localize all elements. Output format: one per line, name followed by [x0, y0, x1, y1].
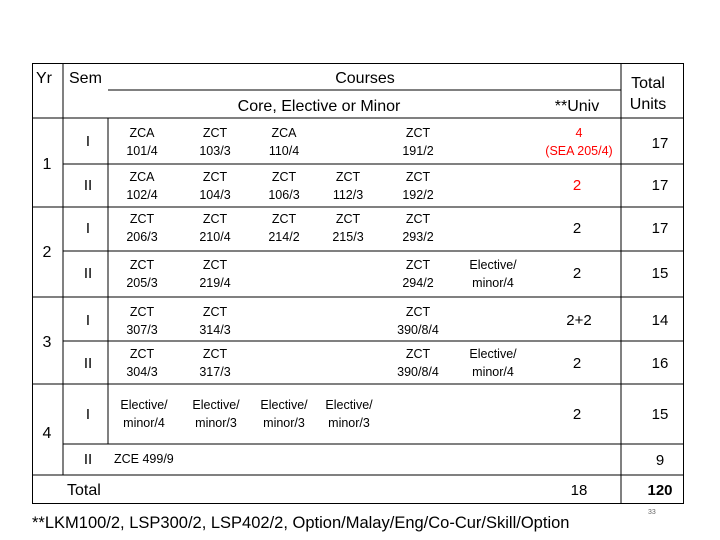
total-units: 15: [651, 406, 669, 423]
total-label: Total: [67, 482, 101, 499]
total-units: 17: [651, 220, 669, 237]
course-code: ZCT: [129, 305, 155, 319]
course-code: ZCT: [129, 258, 155, 272]
total-units: 15: [651, 265, 669, 282]
course-number: 112/3: [332, 188, 364, 202]
univ-units: 2: [572, 177, 582, 194]
semester-label: I: [85, 220, 91, 237]
elective-units: minor/4: [123, 416, 165, 430]
header-courses: Courses: [335, 70, 395, 87]
header-total: Total: [631, 75, 665, 92]
course-code: ZCT: [271, 170, 297, 184]
course-code: ZCT: [129, 347, 155, 361]
course-code: ZCT: [405, 170, 431, 184]
course-number: 103/3: [199, 144, 231, 158]
course-number: 214/2: [268, 230, 300, 244]
course-code: ZCA: [271, 126, 297, 140]
course-number: 390/8/4: [397, 323, 439, 337]
header-units: Units: [629, 96, 667, 113]
header-semester: Sem: [69, 70, 102, 87]
semester-label: I: [85, 133, 91, 150]
year-label: 4: [42, 425, 52, 442]
elective-label: Elective/: [469, 347, 517, 361]
total-units: 17: [651, 135, 669, 152]
elective-units: minor/3: [328, 416, 370, 430]
univ-total: 18: [570, 482, 588, 499]
grand-total-units: 120: [647, 482, 673, 499]
course-code: ZCT: [405, 347, 431, 361]
course-number: 317/3: [199, 365, 231, 379]
course-code: ZCA: [129, 126, 155, 140]
course-number: 104/3: [199, 188, 231, 202]
course-number: 219/4: [199, 276, 231, 290]
header-year: Yr: [36, 70, 52, 87]
elective-label: Elective/: [469, 258, 517, 272]
course-number: 210/4: [199, 230, 231, 244]
course-number: 192/2: [402, 188, 434, 202]
course-number: 307/3: [126, 323, 158, 337]
univ-units: 2+2: [566, 312, 592, 329]
course-code: ZCT: [129, 212, 155, 226]
course-number: 294/2: [402, 276, 434, 290]
course-number: 304/3: [126, 365, 158, 379]
elective-units: minor/3: [263, 416, 305, 430]
course-code: ZCT: [405, 212, 431, 226]
univ-course: (SEA 205/4): [545, 144, 613, 158]
course-number: 191/2: [402, 144, 434, 158]
course-number: 206/3: [126, 230, 158, 244]
course-code: ZCT: [202, 305, 228, 319]
course-code: ZCT: [405, 258, 431, 272]
course-code: ZCT: [202, 212, 228, 226]
total-units: 17: [651, 177, 669, 194]
univ-units: 4: [575, 126, 583, 140]
semester-label: I: [85, 406, 91, 423]
elective-label: Elective/: [260, 398, 308, 412]
course-number: 390/8/4: [397, 365, 439, 379]
total-units: 16: [651, 355, 669, 372]
semester-label: I: [85, 312, 91, 329]
semester-label: II: [83, 355, 93, 372]
semester-label: II: [83, 177, 93, 194]
univ-units: 2: [572, 265, 582, 282]
course-code: ZCT: [202, 258, 228, 272]
univ-units: 2: [572, 406, 582, 423]
course-number: 293/2: [402, 230, 434, 244]
elective-units: minor/4: [472, 365, 514, 379]
course-code: ZCT: [202, 170, 228, 184]
semester-label: II: [83, 451, 93, 468]
course-code: ZCT: [202, 126, 228, 140]
course-number: 106/3: [268, 188, 300, 202]
year-label: 2: [42, 244, 52, 261]
course-number: 110/4: [268, 144, 300, 158]
course-number: 215/3: [332, 230, 364, 244]
course-code: ZCT: [405, 126, 431, 140]
header-core-elective-minor: Core, Elective or Minor: [237, 98, 401, 115]
year-label: 3: [42, 334, 52, 351]
total-units: 14: [651, 312, 669, 329]
elective-label: Elective/: [192, 398, 240, 412]
footnote: **LKM100/2, LSP300/2, LSP402/2, Option/Malay/Eng/Co-Cur/Skill/Option: [32, 514, 570, 532]
semester-label: II: [83, 265, 93, 282]
course-code: ZCT: [271, 212, 297, 226]
course-code: ZCT: [335, 212, 361, 226]
course-number: 314/3: [199, 323, 231, 337]
project-course: ZCE 499/9: [114, 452, 174, 466]
univ-units: 2: [572, 220, 582, 237]
year-label: 1: [42, 156, 52, 173]
course-number: 101/4: [126, 144, 158, 158]
course-number: 205/3: [126, 276, 158, 290]
header-univ: **Univ: [554, 98, 600, 115]
course-number: 102/4: [126, 188, 158, 202]
course-code: ZCT: [202, 347, 228, 361]
elective-units: minor/4: [472, 276, 514, 290]
total-units: 9: [655, 452, 665, 469]
elective-label: Elective/: [325, 398, 373, 412]
univ-units: 2: [572, 355, 582, 372]
course-code: ZCT: [335, 170, 361, 184]
page-number: 33: [648, 509, 656, 516]
course-code: ZCT: [405, 305, 431, 319]
elective-units: minor/3: [195, 416, 237, 430]
course-code: ZCA: [129, 170, 155, 184]
elective-label: Elective/: [120, 398, 168, 412]
